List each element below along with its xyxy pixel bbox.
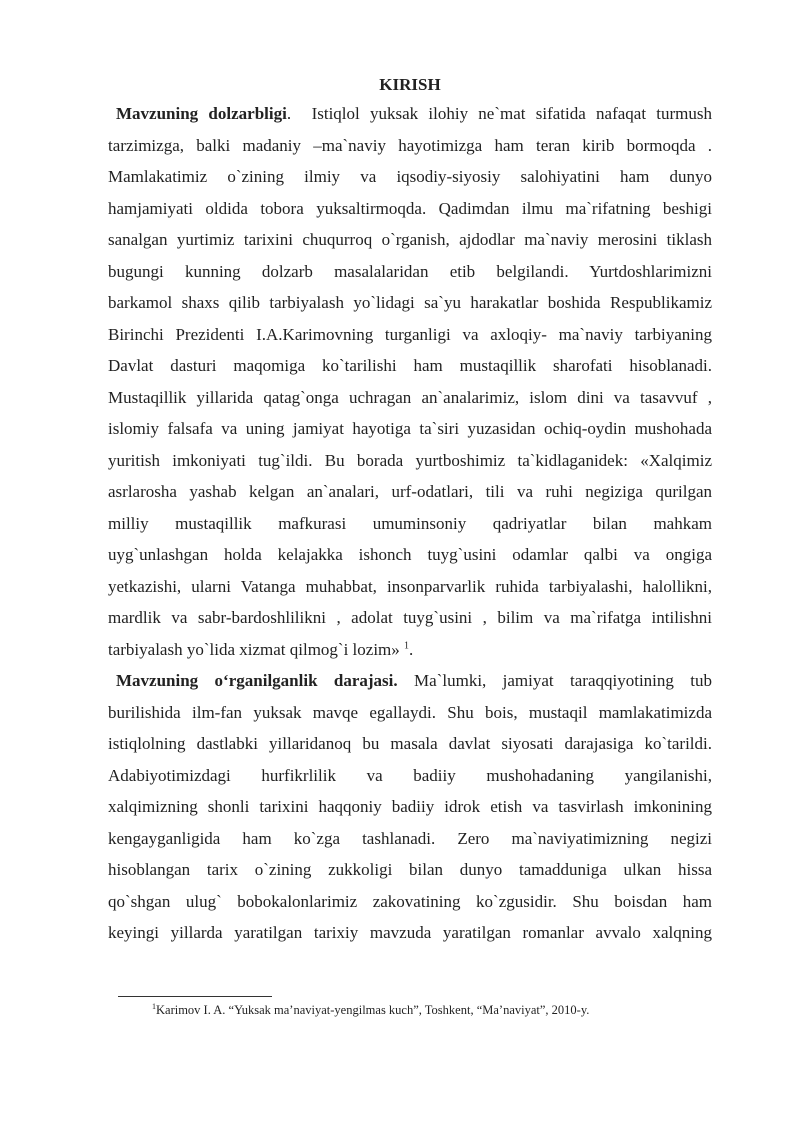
text-line: milliy mustaqillik mafkurasi umuminsoniy qadriyatlar bilan mahkam xyxy=(108,513,712,533)
text-line: asrlarosha yashab kelgan an`analari, urf-odatlari, tili va ruhi negiziga qurilgan xyxy=(108,482,712,501)
text-line: hisoblangan tarix o`zining zukkoligi bilan dunyo tamadduniga ulkan hissa xyxy=(108,860,712,879)
text-line: barkamol shaxs qilib tarbiyalash yo`lidagi sa`yu harakatlar boshida Respublikamiz xyxy=(108,293,712,312)
text-line: Mavzuning o‘rganilganlik darajasi. Ma`lumki, jamiyat taraqqiyotining tub xyxy=(116,671,713,690)
document-page xyxy=(108,72,712,949)
paragraph-study-level xyxy=(108,665,712,949)
footnote-divider xyxy=(118,996,272,997)
text-line: kengayganligida ham ko`zga tashlanadi. Zero ma`naviyatimizning negizi xyxy=(108,828,712,848)
text-line: Mustaqillik yillarida qatag`onga uchragan an`analarimiz, islom dini va tasavvuf , xyxy=(108,387,712,407)
footnote-ref[interactable]: 1 xyxy=(404,639,410,651)
text-line: uyg`unlashgan holda kelajakka ishonch tuyg`usini odamlar qalbi va ongiga xyxy=(108,545,712,564)
section-heading: Mavzuning o‘rganilganlik darajasi. xyxy=(116,671,398,690)
page-title: KIRISH xyxy=(379,75,441,94)
footnote-number: 1 xyxy=(152,1001,156,1011)
text-line: mardlik va sabr-bardoshlilikni , adolat tuyg`usini , bilim va ma`rifatga intilishni xyxy=(108,608,712,627)
text-line: yuritish imkoniyati tug`ildi. Bu borada yurtboshimiz ta`kidlaganidek: «Xalqimiz xyxy=(108,450,712,470)
text-line: yetkazishi, ularni Vatanga muhabbat, insonparvarlik ruhida tarbiyalashi, halollikni, xyxy=(108,576,712,596)
text-line: Adabiyotimizdagi hurfikrlilik va badiiy mushohadaning yangilanishi, xyxy=(108,765,712,785)
text-line: burilishida ilm-fan yuksak mavqe egallaydi. Shu bois, mustaqil mamlakatimizda xyxy=(108,702,712,722)
text-line: tarzimizga, balki madaniy –ma`naviy hayotimizga ham teran kirib bormoqda . xyxy=(108,135,712,155)
text-line: tarbiyalash yo`lida xizmat qilmog`i lozim» $^1$. xyxy=(108,639,414,659)
text-line: Birinchi Prezidenti I.A.Karimovning turganligi va axloqiy- ma`naviy tarbiyaning xyxy=(108,324,712,344)
text-line: keyingi yillarda yaratilgan tarixiy mavzuda yaratilgan romanlar avvalo xalqning xyxy=(108,923,712,942)
paragraph-relevance xyxy=(108,98,712,665)
text-line: bugungi kunning dolzarb masalalaridan etib belgilandi. Yurtdoshlarimizni xyxy=(108,261,712,281)
text-line: istiqlolning dastlabki yillaridanoq bu masala davlat siyosati darajasiga ko`tarildi. xyxy=(108,734,712,753)
section-heading: Mavzuning dolzarbligi xyxy=(116,104,287,123)
footnote-text: Karimov I. A. “Yuksak ma’naviyat-yengilmas kuch”, Toshkent, “Ma’naviyat”, 2010-y. xyxy=(156,1003,590,1017)
text-line: Davlat dasturi maqomiga ko`tarilishi ham mustaqillik sharofati hisoblanadi. xyxy=(108,356,712,375)
text-line: islomiy falsafa va uning jamiyat hayotiga ta`siri yuzasidan ochiq-oydin mushohada xyxy=(108,419,712,438)
text-line: hamjamiyati oldida tobora yuksaltirmoqda. Qadimdan ilmu ma`rifatning beshigi xyxy=(108,198,712,218)
footnote xyxy=(152,1003,589,1018)
text-line: xalqimizning shonli tarixini haqqoniy badiiy idrok etish va tasvirlash imkonining xyxy=(108,797,712,816)
text-line: sanalgan yurtimiz tarixini chuqurroq o`rganish, ajdodlar ma`naviy merosini tiklash xyxy=(108,230,712,249)
text-line: Mavzuning dolzarbligi. Istiqlol yuksak ilohiy ne`mat sifatida nafaqat turmush xyxy=(116,104,713,123)
text-line: Mamlakatimiz o`zining ilmiy va iqsodiy-siyosiy salohiyatini ham dunyo xyxy=(108,167,712,186)
text-line: qo`shgan ulug` bobokalonlarimiz zakovatining ko`zgusidir. Shu boisdan ham xyxy=(108,891,712,911)
